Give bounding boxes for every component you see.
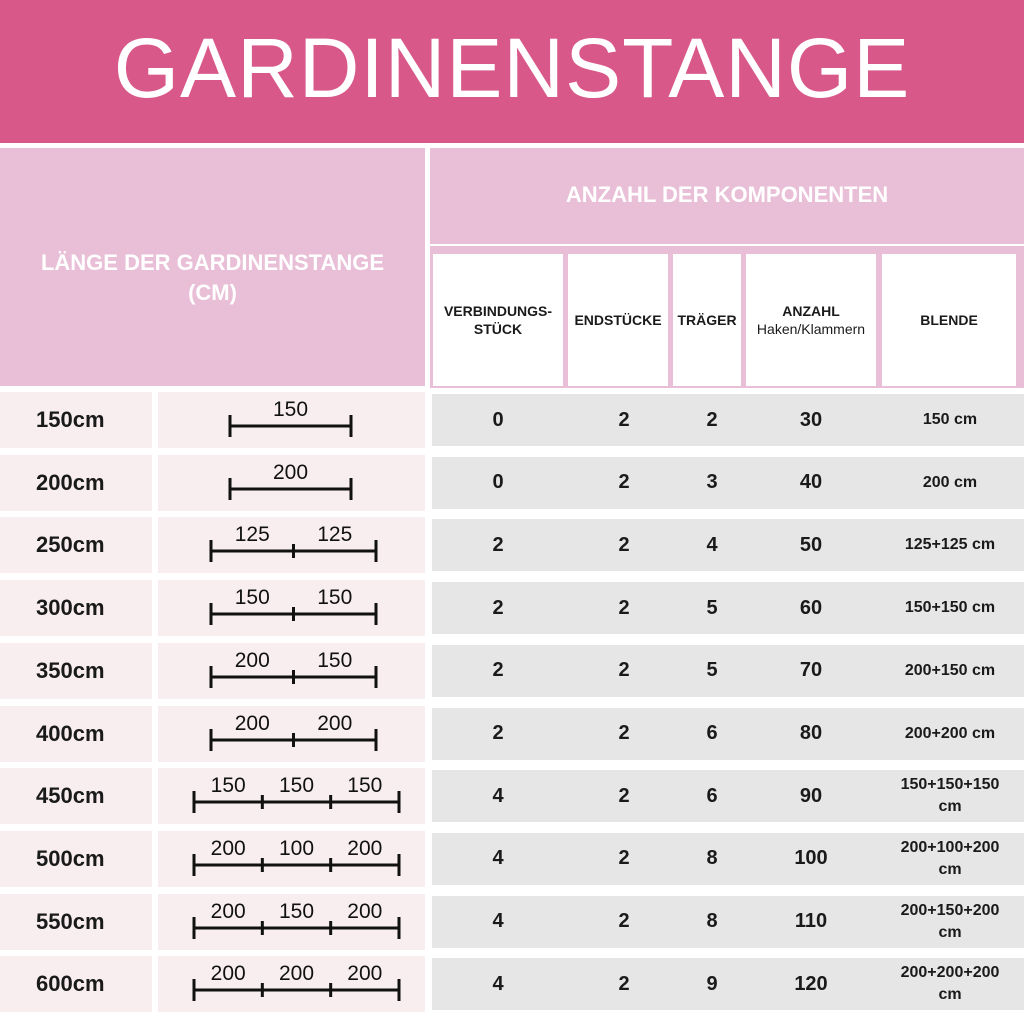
verbindung-value: 0: [492, 471, 504, 494]
blende-value: [880, 708, 1020, 760]
haken-value: 110: [794, 910, 828, 933]
page-title: GARDINENSTANGE: [113, 21, 911, 115]
segment-label: 125: [234, 523, 270, 547]
blende-line: cm: [938, 798, 962, 816]
segment-label: 200: [234, 711, 270, 735]
blende-text: [905, 534, 995, 556]
blende-line: cm: [938, 923, 962, 941]
length-cell: 400cm: [0, 706, 152, 762]
rod-diagram: [158, 831, 425, 887]
segment-label: 200: [347, 962, 383, 986]
column-header-verbindung: [433, 254, 563, 386]
segment-label: 200: [278, 962, 315, 986]
blende-line: 125+125 cm: [904, 536, 996, 554]
blende-value: [880, 645, 1020, 697]
rod-diagram: [158, 768, 425, 824]
blende-value: [880, 770, 1020, 822]
blende-value: [880, 582, 1020, 634]
segment-label: 200: [210, 899, 246, 923]
rod-diagram: [158, 643, 425, 699]
column-header-endstuecke: [568, 254, 668, 386]
length-cell: 200cm: [0, 455, 152, 511]
endstuecke-value: 2: [618, 784, 630, 807]
traeger-value: 6: [706, 784, 718, 807]
endstuecke-value: 2: [618, 596, 630, 619]
segment-label: 200: [210, 962, 246, 986]
length-cell: 550cm: [0, 894, 152, 950]
segment-label: 200: [347, 899, 383, 923]
length-cell: 300cm: [0, 580, 152, 636]
table-row: [432, 770, 1024, 822]
length-cell: 600cm: [0, 956, 152, 1012]
rod-diagram-cell: [158, 517, 425, 573]
blende-line: 150+150 cm: [904, 599, 996, 617]
blende-value: [880, 519, 1020, 571]
blende-value: [880, 457, 1020, 509]
segment-label: 150: [272, 398, 309, 421]
traeger-value: 2: [706, 408, 718, 431]
blende-text: [923, 409, 977, 431]
segment-label: 100: [278, 836, 315, 860]
column-endstuecke-label: ENDSTÜCKE: [574, 312, 662, 328]
haken-value: 40: [799, 471, 823, 494]
endstuecke-value: 2: [618, 533, 630, 556]
column-verbindung-line1: VERBINDUNGS-: [443, 303, 553, 319]
rod-diagram-cell: [158, 768, 425, 824]
table-row: [432, 833, 1024, 885]
blende-line: 200+200 cm: [904, 724, 996, 742]
traeger-value: 8: [706, 910, 718, 933]
segment-label: 150: [317, 648, 353, 672]
segment-label: 200: [347, 836, 383, 860]
column-haken-line2: Haken/Klammern: [756, 321, 866, 337]
verbindung-value: 4: [492, 784, 504, 807]
endstuecke-value: 2: [618, 471, 630, 494]
haken-value: 90: [799, 784, 823, 807]
rod-diagram-cell: [158, 643, 425, 699]
verbindung-value: 4: [492, 910, 504, 933]
haken-value: 120: [794, 972, 828, 995]
segment-label: 200: [210, 836, 246, 860]
traeger-value: 6: [706, 722, 718, 744]
endstuecke-value: 2: [618, 847, 630, 870]
endstuecke-value: 2: [618, 972, 630, 995]
blende-line: 200+200+200: [900, 964, 1000, 982]
rod-diagram: [158, 956, 425, 1012]
length-cell: 250cm: [0, 517, 152, 573]
table-row: [432, 708, 1024, 760]
table-row: [432, 896, 1024, 948]
haken-value: 60: [799, 596, 823, 619]
verbindung-value: 0: [492, 408, 504, 431]
length-cell: 150cm: [0, 392, 152, 448]
blende-text: [901, 962, 1000, 1006]
rod-diagram-cell: [158, 894, 425, 950]
blende-line: 150+150+150: [900, 776, 1000, 794]
verbindung-value: 4: [492, 847, 504, 870]
table-row: [432, 394, 1024, 446]
blende-text: [901, 774, 1000, 818]
length-cell: 450cm: [0, 768, 152, 824]
column-header-haken: [746, 254, 876, 386]
length-header-line2: (CM): [188, 280, 237, 305]
length-cell: 500cm: [0, 831, 152, 887]
rod-diagram: [158, 894, 425, 950]
table-row: [432, 958, 1024, 1010]
rod-diagram: [158, 392, 425, 448]
traeger-value: 9: [706, 972, 718, 995]
column-verbindung-line2: STÜCK: [473, 321, 523, 337]
traeger-value: 8: [706, 847, 718, 870]
endstuecke-value: 2: [618, 910, 630, 933]
verbindung-value: 2: [492, 596, 504, 619]
segment-label: 200: [234, 648, 270, 672]
segment-label: 150: [210, 774, 246, 798]
rod-diagram-cell: [158, 392, 425, 448]
verbindung-value: 2: [492, 722, 504, 744]
blende-text: [905, 723, 995, 745]
haken-value: 30: [799, 408, 823, 431]
blende-value: [880, 958, 1020, 1010]
column-header-blende: [882, 254, 1016, 386]
segment-label: 150: [234, 586, 270, 610]
haken-value: 50: [799, 533, 823, 556]
segment-label: 150: [278, 774, 315, 798]
blende-value: [880, 896, 1020, 948]
length-cell: 350cm: [0, 643, 152, 699]
segment-label: 200: [272, 460, 309, 484]
blende-line: 200+100+200: [900, 838, 1000, 856]
segment-label: 200: [317, 711, 353, 735]
blende-value: [880, 394, 1020, 446]
verbindung-value: 2: [492, 533, 504, 556]
blende-line: 200+150 cm: [904, 661, 996, 679]
traeger-value: 5: [706, 659, 718, 682]
haken-value: 80: [799, 722, 823, 744]
title-banner: [0, 0, 1024, 143]
blende-line: 150 cm: [922, 411, 978, 428]
traeger-value: 5: [706, 596, 718, 619]
table-row: [432, 457, 1024, 509]
blende-line: cm: [938, 986, 962, 1004]
rod-diagram-cell: [158, 580, 425, 636]
column-blende-label: BLENDE: [920, 312, 978, 328]
rod-diagram: [158, 706, 425, 762]
table-row: [432, 645, 1024, 697]
haken-value: 100: [794, 847, 828, 870]
table-row: [432, 519, 1024, 571]
length-header-line1: LÄNGE DER GARDINENSTANGE: [40, 250, 385, 275]
length-header: [0, 148, 425, 386]
traeger-value: 3: [706, 471, 718, 494]
column-haken-line1: ANZAHL: [782, 303, 840, 319]
rod-diagram-cell: [158, 956, 425, 1012]
table-row: [432, 582, 1024, 634]
endstuecke-value: 2: [618, 659, 630, 682]
components-header-text: ANZAHL DER KOMPONENTEN: [565, 182, 889, 207]
length-header-text: [0, 248, 425, 308]
blende-text: [905, 660, 995, 682]
segment-label: 150: [278, 899, 315, 923]
blende-text: [901, 837, 1000, 881]
verbindung-value: 2: [492, 659, 504, 682]
components-header: [430, 148, 1024, 244]
segment-label: 150: [347, 774, 383, 798]
rod-diagram: [158, 455, 425, 511]
verbindung-value: 4: [492, 972, 504, 995]
blende-text: [923, 472, 977, 494]
blende-line: cm: [938, 860, 962, 878]
rod-diagram-cell: [158, 831, 425, 887]
segment-label: 150: [317, 586, 353, 610]
rod-diagram: [158, 517, 425, 573]
rod-diagram-cell: [158, 706, 425, 762]
column-header-traeger: [673, 254, 741, 386]
blende-text: [905, 597, 995, 619]
rod-diagram-cell: [158, 455, 425, 511]
endstuecke-value: 2: [618, 722, 630, 744]
blende-text: [901, 900, 1000, 944]
endstuecke-value: 2: [618, 408, 630, 431]
blende-value: [880, 833, 1020, 885]
blende-line: 200+150+200: [900, 901, 1000, 919]
column-traeger-label: TRÄGER: [677, 312, 737, 328]
haken-value: 70: [799, 659, 823, 682]
segment-label: 125: [317, 523, 353, 547]
rod-diagram: [158, 580, 425, 636]
blende-line: 200 cm: [922, 473, 978, 491]
traeger-value: 4: [706, 533, 718, 556]
